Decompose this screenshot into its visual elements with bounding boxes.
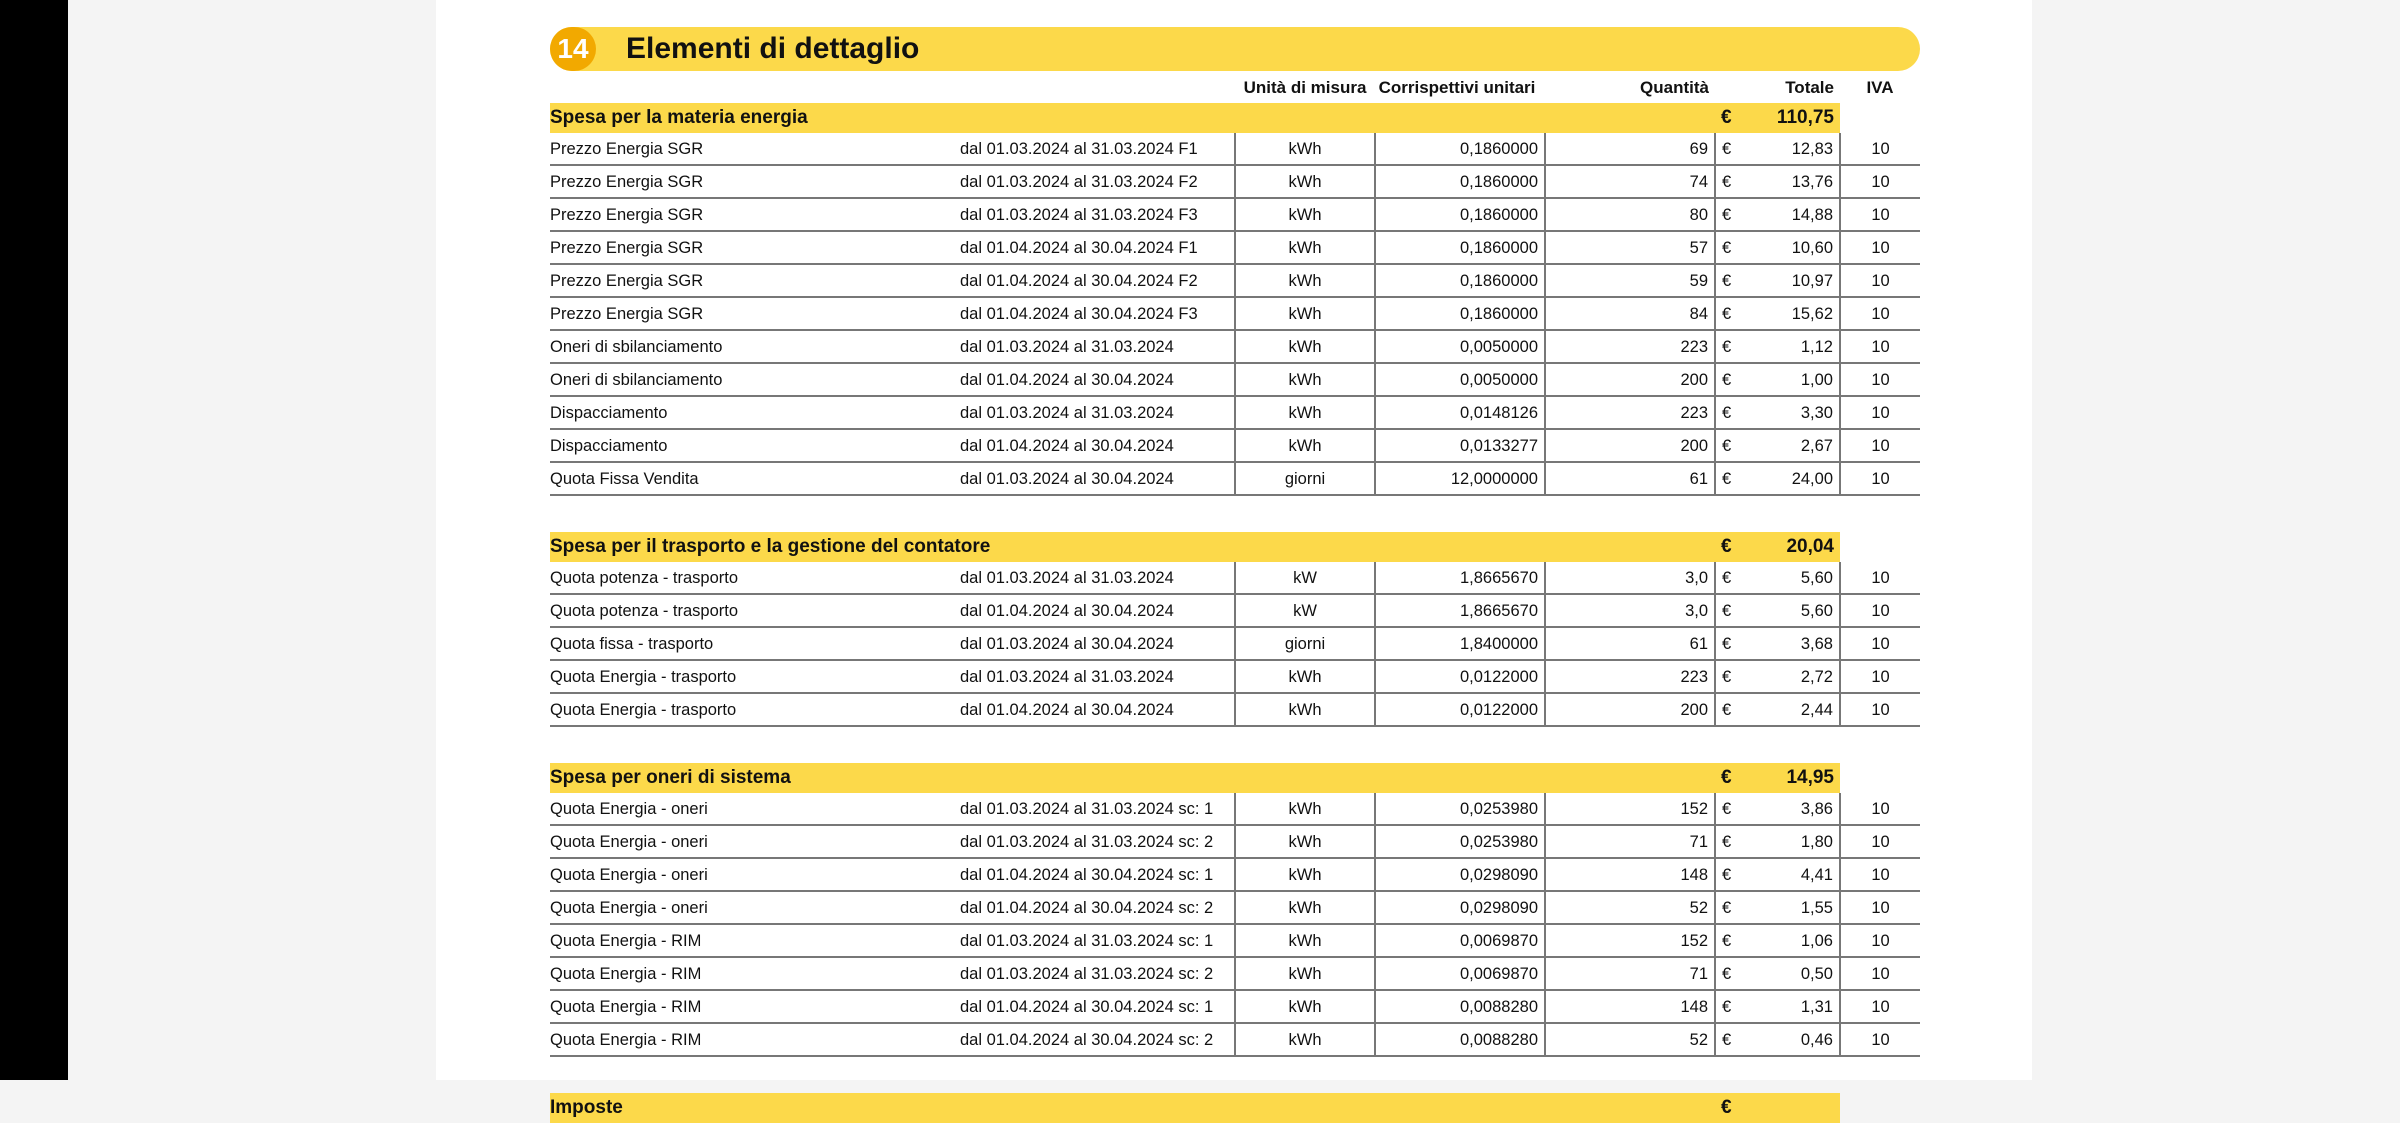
row-quantity: 80 [1545, 198, 1715, 231]
table-row [550, 627, 1920, 660]
row-unit-price: 0,0298090 [1375, 858, 1545, 891]
row-unit: kWh [1235, 363, 1375, 396]
row-quantity: 71 [1545, 825, 1715, 858]
section-header [550, 27, 1920, 71]
table-row [550, 957, 1920, 990]
row-unit: kWh [1235, 957, 1375, 990]
row-period: dal 01.04.2024 al 30.04.2024 sc: 1 [960, 865, 1214, 884]
row-unit-price: 0,0050000 [1375, 330, 1545, 363]
row-period: dal 01.03.2024 al 31.03.2024 sc: 1 [960, 931, 1214, 950]
row-quantity: 152 [1545, 924, 1715, 957]
row-currency: € [1715, 264, 1743, 297]
row-total: 2,67 [1743, 429, 1840, 462]
row-unit-price: 0,1860000 [1375, 264, 1545, 297]
row-unit-price: 0,0133277 [1375, 429, 1545, 462]
row-quantity: 61 [1545, 627, 1715, 660]
row-name: Quota Fissa Vendita [550, 469, 699, 488]
row-iva: 10 [1840, 231, 1920, 264]
row-period: dal 01.04.2024 al 30.04.2024 sc: 1 [960, 997, 1214, 1016]
row-description [550, 396, 1235, 429]
row-unit: kWh [1235, 264, 1375, 297]
row-iva: 10 [1840, 165, 1920, 198]
row-unit-price: 0,0088280 [1375, 1023, 1545, 1056]
table-row [550, 198, 1920, 231]
row-iva: 10 [1840, 429, 1920, 462]
group-header-row [550, 763, 1920, 793]
row-iva: 10 [1840, 198, 1920, 231]
row-unit-price: 0,0088280 [1375, 990, 1545, 1023]
row-description [550, 660, 1235, 693]
table-row [550, 330, 1920, 363]
row-quantity: 200 [1545, 363, 1715, 396]
row-total: 2,72 [1743, 660, 1840, 693]
row-unit: kWh [1235, 990, 1375, 1023]
col-header-total: Totale [1785, 78, 1834, 97]
row-quantity: 84 [1545, 297, 1715, 330]
row-quantity: 57 [1545, 231, 1715, 264]
row-name: Quota Energia - RIM [550, 931, 702, 950]
group-currency: € [1715, 763, 1743, 793]
row-period: dal 01.03.2024 al 31.03.2024 [960, 568, 1174, 587]
row-quantity: 223 [1545, 396, 1715, 429]
row-total: 3,68 [1743, 627, 1840, 660]
group-spacer [550, 495, 1920, 532]
row-iva: 10 [1840, 462, 1920, 495]
row-description [550, 231, 1235, 264]
row-description [550, 627, 1235, 660]
viewer-left-panel [0, 0, 68, 1080]
row-total: 3,86 [1743, 793, 1840, 825]
row-iva: 10 [1840, 330, 1920, 363]
row-name: Dispacciamento [550, 403, 668, 422]
row-quantity: 61 [1545, 462, 1715, 495]
row-unit: kWh [1235, 924, 1375, 957]
row-unit: kWh [1235, 330, 1375, 363]
row-iva: 10 [1840, 264, 1920, 297]
row-name: Quota Energia - RIM [550, 964, 702, 983]
row-quantity: 200 [1545, 429, 1715, 462]
row-quantity: 148 [1545, 858, 1715, 891]
page-content [550, 27, 1920, 1123]
group-header-row [550, 1093, 1920, 1123]
row-iva: 10 [1840, 594, 1920, 627]
row-total: 1,00 [1743, 363, 1840, 396]
row-currency: € [1715, 693, 1743, 726]
row-currency: € [1715, 429, 1743, 462]
row-unit: giorni [1235, 627, 1375, 660]
row-currency: € [1715, 891, 1743, 924]
table-row [550, 793, 1920, 825]
row-total: 15,62 [1743, 297, 1840, 330]
row-total: 5,60 [1743, 594, 1840, 627]
row-unit: kW [1235, 562, 1375, 594]
table-row [550, 363, 1920, 396]
row-period: dal 01.03.2024 al 31.03.2024 sc: 2 [960, 832, 1214, 851]
group-header-row [550, 532, 1920, 562]
table-row [550, 396, 1920, 429]
row-currency: € [1715, 990, 1743, 1023]
row-unit-price: 0,1860000 [1375, 231, 1545, 264]
row-currency: € [1715, 825, 1743, 858]
row-currency: € [1715, 1023, 1743, 1056]
row-unit-price: 0,0069870 [1375, 957, 1545, 990]
table-row [550, 858, 1920, 891]
row-quantity: 223 [1545, 330, 1715, 363]
row-description [550, 462, 1235, 495]
row-quantity: 200 [1545, 693, 1715, 726]
table-row [550, 990, 1920, 1023]
row-total: 1,06 [1743, 924, 1840, 957]
row-name: Prezzo Energia SGR [550, 172, 704, 191]
row-period: dal 01.03.2024 al 31.03.2024 [960, 337, 1174, 356]
row-name: Dispacciamento [550, 436, 668, 455]
group-spacer [550, 726, 1920, 763]
row-total: 5,60 [1743, 562, 1840, 594]
row-currency: € [1715, 396, 1743, 429]
table-row [550, 825, 1920, 858]
group-title: Imposte [550, 1093, 1715, 1123]
row-unit-price: 0,1860000 [1375, 198, 1545, 231]
row-iva: 10 [1840, 957, 1920, 990]
row-iva: 10 [1840, 133, 1920, 165]
row-currency: € [1715, 627, 1743, 660]
row-unit-price: 0,0148126 [1375, 396, 1545, 429]
row-name: Quota Energia - RIM [550, 1030, 702, 1049]
row-quantity: 59 [1545, 264, 1715, 297]
row-total: 2,44 [1743, 693, 1840, 726]
row-name: Quota Energia - RIM [550, 997, 702, 1016]
row-currency: € [1715, 462, 1743, 495]
row-unit: kWh [1235, 396, 1375, 429]
row-period: dal 01.03.2024 al 31.03.2024 sc: 1 [960, 799, 1214, 818]
row-description [550, 957, 1235, 990]
row-unit-price: 1,8400000 [1375, 627, 1545, 660]
table-row [550, 297, 1920, 330]
table-row [550, 231, 1920, 264]
row-iva: 10 [1840, 562, 1920, 594]
row-currency: € [1715, 562, 1743, 594]
row-unit-price: 12,0000000 [1375, 462, 1545, 495]
row-name: Prezzo Energia SGR [550, 304, 704, 323]
row-unit-price: 0,1860000 [1375, 133, 1545, 165]
row-description [550, 198, 1235, 231]
row-name: Quota Energia - oneri [550, 832, 708, 851]
row-name: Quota Energia - oneri [550, 865, 708, 884]
row-description [550, 924, 1235, 957]
row-unit: kWh [1235, 297, 1375, 330]
table-row [550, 1023, 1920, 1056]
detail-table [550, 71, 1920, 1123]
row-total: 12,83 [1743, 133, 1840, 165]
row-currency: € [1715, 858, 1743, 891]
row-period: dal 01.04.2024 al 30.04.2024 F2 [960, 271, 1198, 290]
row-period: dal 01.03.2024 al 30.04.2024 [960, 634, 1174, 653]
row-unit-price: 0,0050000 [1375, 363, 1545, 396]
row-total: 10,60 [1743, 231, 1840, 264]
row-name: Quota Energia - oneri [550, 898, 708, 917]
section-number-badge: 14 [550, 27, 596, 71]
row-total: 1,80 [1743, 825, 1840, 858]
row-iva: 10 [1840, 858, 1920, 891]
row-description [550, 429, 1235, 462]
table-row [550, 693, 1920, 726]
row-period: dal 01.04.2024 al 30.04.2024 F1 [960, 238, 1198, 257]
row-iva: 10 [1840, 990, 1920, 1023]
row-unit-price: 0,0253980 [1375, 793, 1545, 825]
row-unit-price: 1,8665670 [1375, 594, 1545, 627]
table-row [550, 429, 1920, 462]
table-row [550, 165, 1920, 198]
row-unit: kWh [1235, 231, 1375, 264]
row-period: dal 01.04.2024 al 30.04.2024 [960, 700, 1174, 719]
row-period: dal 01.04.2024 al 30.04.2024 [960, 601, 1174, 620]
row-iva: 10 [1840, 793, 1920, 825]
row-quantity: 69 [1545, 133, 1715, 165]
row-total: 0,50 [1743, 957, 1840, 990]
row-description [550, 562, 1235, 594]
group-title: Spesa per la materia energia [550, 103, 1715, 133]
row-iva: 10 [1840, 627, 1920, 660]
row-currency: € [1715, 924, 1743, 957]
row-period: dal 01.04.2024 al 30.04.2024 [960, 436, 1174, 455]
row-unit: kWh [1235, 891, 1375, 924]
group-total: 14,95 [1743, 763, 1840, 793]
row-description [550, 793, 1235, 825]
row-unit: kWh [1235, 198, 1375, 231]
row-description [550, 693, 1235, 726]
row-unit: kWh [1235, 1023, 1375, 1056]
table-row [550, 891, 1920, 924]
row-name: Oneri di sbilanciamento [550, 337, 723, 356]
table-row [550, 660, 1920, 693]
row-name: Quota potenza - trasporto [550, 601, 739, 620]
row-period: dal 01.03.2024 al 31.03.2024 F3 [960, 205, 1198, 224]
row-quantity: 223 [1545, 660, 1715, 693]
row-period: dal 01.03.2024 al 31.03.2024 F1 [960, 139, 1198, 158]
row-description [550, 297, 1235, 330]
row-unit: kWh [1235, 429, 1375, 462]
row-total: 14,88 [1743, 198, 1840, 231]
row-iva: 10 [1840, 363, 1920, 396]
table-row [550, 133, 1920, 165]
table-row [550, 462, 1920, 495]
row-currency: € [1715, 330, 1743, 363]
row-iva: 10 [1840, 396, 1920, 429]
row-currency: € [1715, 660, 1743, 693]
row-currency: € [1715, 133, 1743, 165]
row-name: Quota Energia - oneri [550, 799, 708, 818]
row-unit-price: 0,0122000 [1375, 660, 1545, 693]
row-quantity: 3,0 [1545, 562, 1715, 594]
table-row [550, 562, 1920, 594]
row-name: Prezzo Energia SGR [550, 271, 704, 290]
row-unit: kWh [1235, 825, 1375, 858]
row-total: 1,12 [1743, 330, 1840, 363]
row-quantity: 3,0 [1545, 594, 1715, 627]
row-unit-price: 0,1860000 [1375, 297, 1545, 330]
row-name: Prezzo Energia SGR [550, 205, 704, 224]
row-currency: € [1715, 363, 1743, 396]
row-description [550, 594, 1235, 627]
row-quantity: 152 [1545, 793, 1715, 825]
row-total: 24,00 [1743, 462, 1840, 495]
row-iva: 10 [1840, 825, 1920, 858]
table-row [550, 264, 1920, 297]
row-description [550, 165, 1235, 198]
row-period: dal 01.03.2024 al 30.04.2024 [960, 469, 1174, 488]
row-unit-price: 0,0122000 [1375, 693, 1545, 726]
row-period: dal 01.04.2024 al 30.04.2024 F3 [960, 304, 1198, 323]
row-description [550, 990, 1235, 1023]
row-description [550, 1023, 1235, 1056]
row-period: dal 01.03.2024 al 31.03.2024 [960, 667, 1174, 686]
col-header-iva: IVA [1866, 78, 1894, 97]
row-currency: € [1715, 297, 1743, 330]
table-row [550, 594, 1920, 627]
row-iva: 10 [1840, 297, 1920, 330]
row-total: 4,41 [1743, 858, 1840, 891]
row-total: 3,30 [1743, 396, 1840, 429]
section-title: Elementi di dettaglio [626, 32, 920, 65]
row-unit: kWh [1235, 165, 1375, 198]
row-period: dal 01.03.2024 al 31.03.2024 [960, 403, 1174, 422]
group-title: Spesa per oneri di sistema [550, 763, 1715, 793]
row-iva: 10 [1840, 660, 1920, 693]
row-iva: 10 [1840, 1023, 1920, 1056]
row-currency: € [1715, 793, 1743, 825]
group-total [1743, 1093, 1840, 1123]
row-unit: kWh [1235, 858, 1375, 891]
row-description [550, 330, 1235, 363]
row-total: 10,97 [1743, 264, 1840, 297]
row-period: dal 01.04.2024 al 30.04.2024 [960, 370, 1174, 389]
row-description [550, 133, 1235, 165]
col-header-price: Corrispettivi unitari [1378, 78, 1536, 97]
row-unit-price: 0,0253980 [1375, 825, 1545, 858]
col-header-unit: Unità di misura [1243, 78, 1367, 97]
row-unit-price: 0,0069870 [1375, 924, 1545, 957]
row-iva: 10 [1840, 693, 1920, 726]
row-period: dal 01.03.2024 al 31.03.2024 F2 [960, 172, 1198, 191]
row-unit: kWh [1235, 793, 1375, 825]
row-unit-price: 0,1860000 [1375, 165, 1545, 198]
row-description [550, 363, 1235, 396]
row-name: Quota potenza - trasporto [550, 568, 739, 587]
row-total: 1,55 [1743, 891, 1840, 924]
row-unit: kWh [1235, 133, 1375, 165]
row-unit-price: 0,0298090 [1375, 891, 1545, 924]
row-description [550, 891, 1235, 924]
row-period: dal 01.04.2024 al 30.04.2024 sc: 2 [960, 1030, 1214, 1049]
row-unit: giorni [1235, 462, 1375, 495]
row-unit: kWh [1235, 693, 1375, 726]
row-iva: 10 [1840, 924, 1920, 957]
group-header-row [550, 103, 1920, 133]
row-unit: kWh [1235, 660, 1375, 693]
group-total: 110,75 [1743, 103, 1840, 133]
col-header-qty: Quantità [1640, 78, 1709, 97]
row-description [550, 858, 1235, 891]
row-currency: € [1715, 165, 1743, 198]
row-total: 0,46 [1743, 1023, 1840, 1056]
row-period: dal 01.04.2024 al 30.04.2024 sc: 2 [960, 898, 1214, 917]
row-currency: € [1715, 594, 1743, 627]
group-spacer [550, 1056, 1920, 1093]
group-total: 20,04 [1743, 532, 1840, 562]
row-name: Quota Energia - trasporto [550, 700, 737, 719]
row-total: 1,31 [1743, 990, 1840, 1023]
row-unit: kW [1235, 594, 1375, 627]
row-name: Prezzo Energia SGR [550, 238, 704, 257]
row-quantity: 52 [1545, 1023, 1715, 1056]
group-currency: € [1715, 1093, 1743, 1123]
row-quantity: 71 [1545, 957, 1715, 990]
group-title: Spesa per il trasporto e la gestione del contatore [550, 532, 1715, 562]
row-period: dal 01.03.2024 al 31.03.2024 sc: 2 [960, 964, 1214, 983]
document-page [436, 0, 2032, 1118]
group-currency: € [1715, 532, 1743, 562]
row-name: Quota Energia - trasporto [550, 667, 737, 686]
row-unit-price: 1,8665670 [1375, 562, 1545, 594]
row-quantity: 148 [1545, 990, 1715, 1023]
row-name: Quota fissa - trasporto [550, 634, 714, 653]
row-name: Oneri di sbilanciamento [550, 370, 723, 389]
row-total: 13,76 [1743, 165, 1840, 198]
row-description [550, 825, 1235, 858]
row-currency: € [1715, 957, 1743, 990]
table-row [550, 924, 1920, 957]
row-quantity: 52 [1545, 891, 1715, 924]
row-description [550, 264, 1235, 297]
row-iva: 10 [1840, 891, 1920, 924]
row-currency: € [1715, 198, 1743, 231]
row-quantity: 74 [1545, 165, 1715, 198]
row-currency: € [1715, 231, 1743, 264]
column-header-row [550, 71, 1920, 103]
row-name: Prezzo Energia SGR [550, 139, 704, 158]
group-currency: € [1715, 103, 1743, 133]
